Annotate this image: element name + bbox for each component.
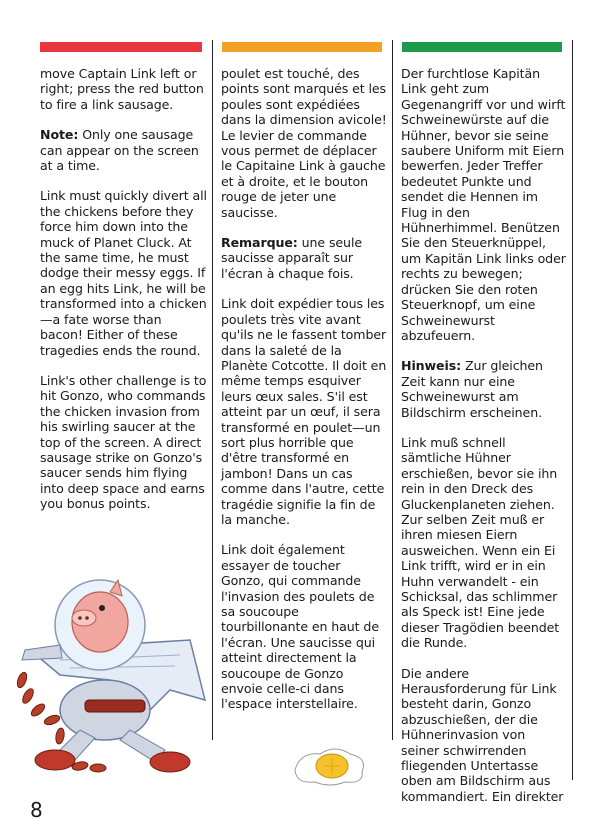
- french-column: [221, 66, 387, 727]
- german-column-color-bar: [402, 42, 562, 52]
- captain-link-illustration: [0, 570, 215, 780]
- german-paragraph: Die andere Herausforderung für Link besteht darin, Gonzo abzuschießen, der die Hühnerinvasion von seiner schwirrenden fliegenden Untertasse oben am Bildschirm aus kommandiert. Ein direkter: [401, 665, 564, 804]
- note-text: Zur gleichen Zeit kann nur eine Schweinewurst am Bildschirm erscheinen.: [401, 358, 543, 420]
- french-paragraph: poulet est touché, des points sont marqués et les poules sont expédiées dans la dimension avicole! Le levier de commande vous permet de déplacer le Capitaine Link à gauche et à droite, et le bouton rouge de jeter une saucisse.: [221, 66, 387, 220]
- german-paragraph: Der furchtlose Kapitän Link geht zum Gegenangriff vor und wirft Schweinewürste auf die Hühner, bevor sie seine saubere Uniform mit Eiern bewerfen. Jeder Treffer bedeutet Punkte und sendet die Hennen im Flug in den Hühnerhimmel. Benützen Sie den Steuerknüppel, um Kapitän Link links oder rechts zu bewegen; drücken Sie den roten Steuerknopf, um eine Schweinewurst abzufeuern.: [401, 66, 566, 343]
- french-note: [221, 235, 387, 281]
- english-paragraph: Link must quickly divert all the chickens before they force him down into the muck of Planet Cluck. At the same time, he must dodge their messy eggs. If an egg hits Link, he will be transformed into a chicken—a fate worse than bacon! Either of these tragedies ends the round.: [40, 188, 207, 358]
- column-divider: [392, 40, 393, 740]
- french-column-color-bar: [222, 42, 382, 52]
- english-column: [40, 66, 208, 527]
- boot-icon: [35, 750, 75, 770]
- english-note: [40, 127, 208, 173]
- german-column: [401, 66, 567, 819]
- french-paragraph: Link doit également essayer de toucher Gonzo, qui commande l'invasion des poulets de sa soucoupe tourbillonante en haut de l'écran. Une saucisse qui atteint directement la soucoupe de Gonzo envoie celle-ci dans l'espace interstellaire.: [221, 542, 379, 712]
- german-note: [401, 358, 567, 420]
- english-paragraph: Link's other challenge is to hit Gonzo, who commands the chicken invasion from his swirling saucer at the top of the screen. A direct sausage strike on Gonzo's saucer sends him flying into deep space and earns you bonus points.: [40, 372, 207, 512]
- boot-icon: [150, 752, 190, 772]
- note-label: Remarque:: [221, 235, 298, 251]
- note-text: une seule saucisse apparaît sur l'écran à chaque fois.: [221, 235, 362, 281]
- english-paragraph: move Captain Link left or right; press the red button to fire a link sausage.: [40, 66, 204, 112]
- french-paragraph: Link doit expédier tous les poulets très vite avant qu'ils ne le fassent tomber dans la saleté de la Planète Cotcotte. Il doit en même temps esquiver leurs œux sales. S'il est atteint par un œuf, il sera transformé en poulet—un sort plus horrible que d'être transformé en jambon! Dans un cas comme dans l'autre, cette tragédie signifie la fin de la manche.: [221, 296, 387, 527]
- note-label: Hinweis:: [401, 358, 462, 374]
- english-column-color-bar: [40, 42, 202, 52]
- note-label: Note:: [40, 127, 79, 143]
- page-number: 8: [30, 798, 43, 822]
- belt-icon: [85, 700, 145, 712]
- fried-egg-icon: [290, 740, 370, 790]
- note-text: Only one sausage can appear on the screen at a time.: [40, 127, 199, 174]
- german-paragraph: Link muß schnell sämtliche Hühner erschießen, bevor sie ihn rein in den Dreck des Gluckenplaneten ziehen. Zur selben Zeit muß er ihren miesen Eiern ausweichen. Wenn ein Ei Link trifft, wird er in ein Huhn verwandelt - ein Schicksal, das schlimmer als Speck ist! Eine jede dieser Tragödien beendet die Runde.: [401, 434, 560, 651]
- column-divider: [572, 40, 573, 780]
